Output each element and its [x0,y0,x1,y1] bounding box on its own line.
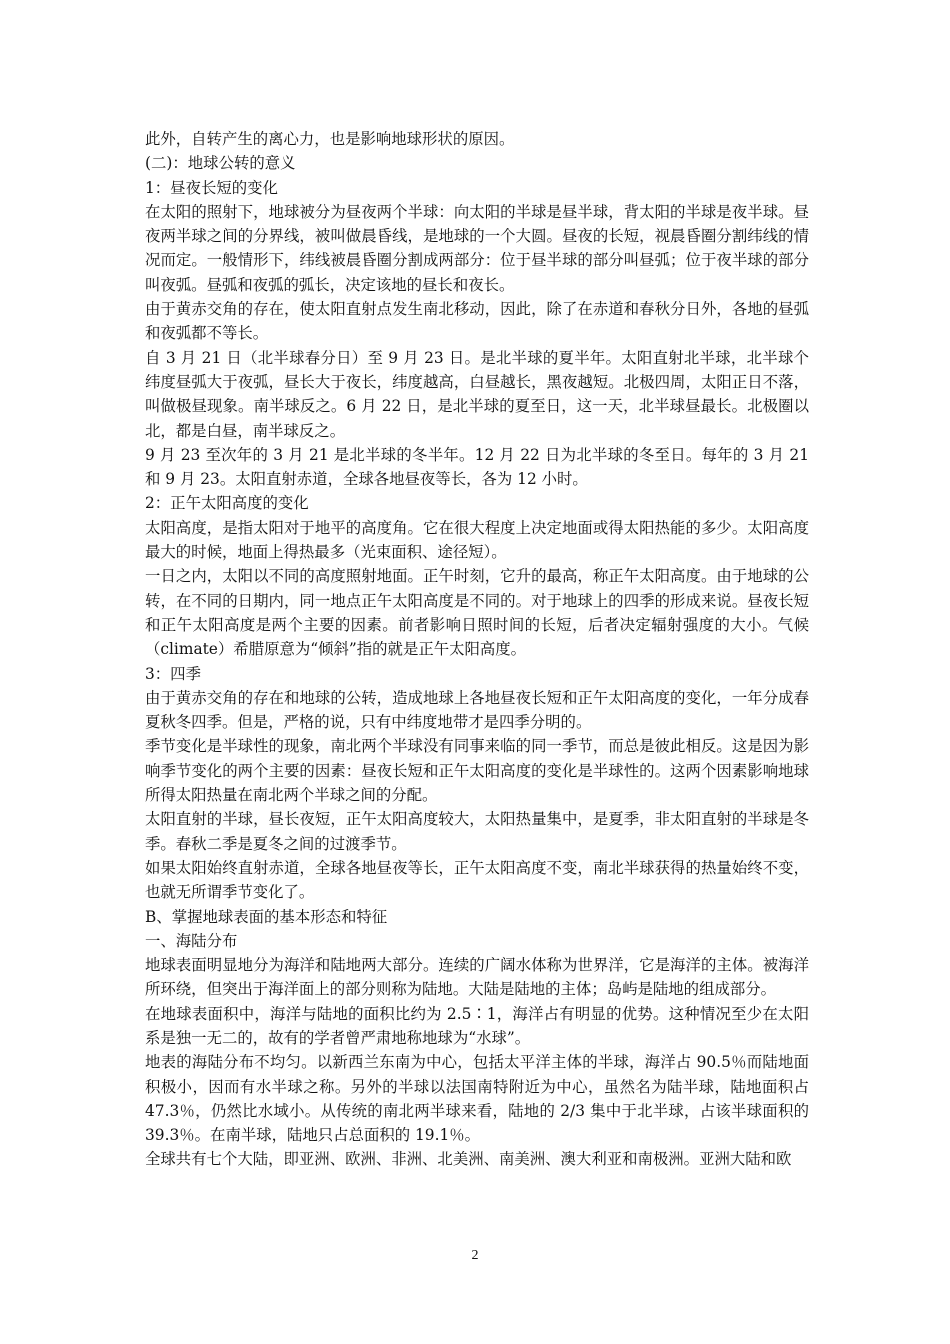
paragraph: 太阳直射的半球，昼长夜短，正午太阳高度较大，太阳热量集中，是夏季，非太阳直射的半球是冬季。春秋二季是夏冬之间的过渡季节。 [145,810,809,853]
section-heading: B、掌握地球表面的基本形态和特征 [145,907,388,926]
paragraph: 此外，自转产生的离心力，也是影响地球形状的原因。 [145,130,515,148]
paragraph: 自 3 月 21 日（北半球春分日）至 9 月 23 日。是北半球的夏半年。太阳直射北半球，北半球个纬度昼弧大于夜弧，昼长大于夜长，纬度越高，白昼越长，黑夜越短。北极四周，太阳正日不落，叫做极昼现象。南半球反之。6 月 22 日，是北半球的夏至日，这一天，北半球昼最长。北极圈以北，都是白昼，南半球反之。 [145,348,809,440]
subsection-heading: 3：四季 [145,664,201,683]
subsection-heading: 1：昼夜长短的变化 [145,178,278,197]
paragraph: 地球表面明显地分为海洋和陆地两大部分。连续的广阔水体称为世界洋，它是海洋的主体。被海洋所环绕，但突出于海洋面上的部分则称为陆地。大陆是陆地的主体；岛屿是陆地的组成部分。 [145,956,809,999]
subsection-heading: 2：正午太阳高度的变化 [145,494,309,513]
page-number: 2 [471,1248,479,1263]
paragraph: 全球共有七个大陆，即亚洲、欧洲、非洲、北美洲、南美洲、澳大利亚和南极洲。亚洲大陆和欧 [145,1150,792,1169]
document-body [145,127,809,1172]
subsection-heading: 一、海陆分布 [145,931,238,950]
paragraph: 一日之内，太阳以不同的高度照射地面。正午时刻，它升的最高，称正午太阳高度。由于地球的公转，在不同的日期内，同一地点正午太阳高度是不同的。对于地球上的四季的形成来说。昼夜长短和正午太阳高度是两个主要的因素。前者影响日照时间的长短，后者决定辐射强度的大小。气候（climate）希腊原意为“倾斜”指的就是正午太阳高度。 [145,567,809,659]
section-heading: (二)：地球公转的意义 [145,154,296,173]
paragraph: 太阳高度，是指太阳对于地平的高度角。它在很大程度上决定地面或得太阳热能的多少。太阳高度最大的时候，地面上得热最多（光束面积、途径短）。 [145,518,809,562]
paragraph: 季节变化是半球性的现象，南北两个半球没有同事来临的同一季节，而总是彼此相反。这是因为影响季节变化的两个主要的因素：昼夜长短和正午太阳高度的变化是半球性的。这两个因素影响地球所得太阳热量在南北两个半球之间的分配。 [145,737,809,805]
paragraph: 在太阳的照射下，地球被分为昼夜两个半球：向太阳的半球是昼半球，背太阳的半球是夜半球。昼夜两半球之间的分界线，被叫做晨昏线，是地球的一个大圆。昼夜的长短，视晨昏圈分割纬线的情况而定。一般情形下，纬线被晨昏圈分割成两部分：位于昼半球的部分叫昼弧；位于夜半球的部分叫夜弧。昼弧和夜弧的弧长，决定该地的昼长和夜长。 [145,202,809,294]
paragraph: 在地球表面积中，海洋与陆地的面积比约为 2.5∶1，海洋占有明显的优势。这种情况至少在太阳系是独一无二的，故有的学者曾严肃地称地球为“水球”。 [145,1004,809,1047]
paragraph: 如果太阳始终直射赤道，全球各地昼夜等长，正午太阳高度不变，南北半球获得的热量始终不变，也就无所谓季节变化了。 [145,858,809,902]
paragraph: 地表的海陆分布不均匀。以新西兰东南为中心，包括太平洋主体的半球，海洋占 90.5％而陆地面积极小，因而有水半球之称。另外的半球以法国南特附近为中心，虽然名为陆半球，陆地面积占 47.3％，仍然比水域小。从传统的南北两半球来看，陆地的 2/3 集中于北半球，占该半球面积的 39.3％。在南半球，陆地只占总面积的 19.1％。 [145,1053,809,1145]
paragraph: 由于黄赤交角的存在和地球的公转，造成地球上各地昼夜长短和正午太阳高度的变化，一年分成春夏秋冬四季。但是，严格的说，只有中纬度地带才是四季分明的。 [145,688,809,732]
paragraph: 由于黄赤交角的存在，使太阳直射点发生南北移动，因此，除了在赤道和春秋分日外，各地的昼弧和夜弧都不等长。 [145,300,809,343]
paragraph: 9 月 23 至次年的 3 月 21 是北半球的冬半年。12 月 22 日为北半球的冬至日。每年的 3 月 21 和 9 月 23。太阳直射赤道，全球各地昼夜等长，各为 12 小时。 [145,445,809,489]
